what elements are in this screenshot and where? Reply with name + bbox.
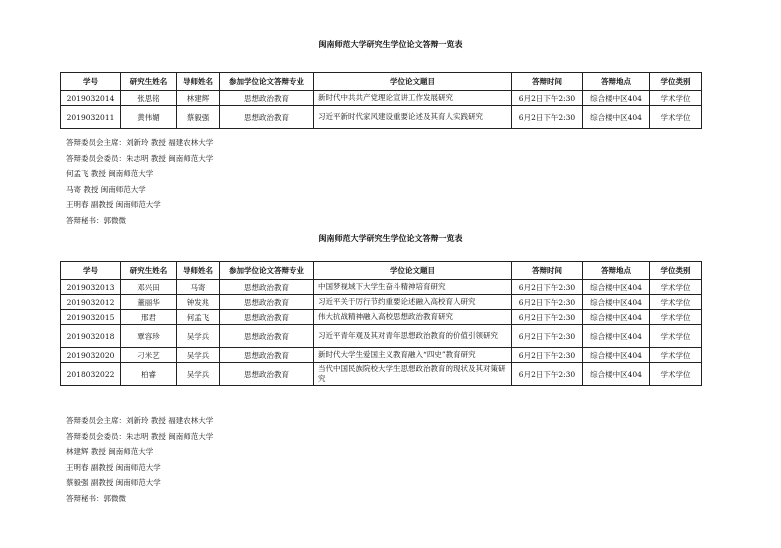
header-major: 参加学位论文答辩专业 bbox=[220, 73, 314, 91]
committee-member: 答辩委员会委员：朱志明 教授 闽南师范大学 bbox=[66, 431, 214, 441]
cell-student-id: 2019032018 bbox=[61, 325, 121, 348]
committee-member: 王明春 副教授 闽南师范大学 bbox=[66, 462, 161, 472]
cell-student-name: 董丽华 bbox=[121, 295, 177, 310]
defense-table bbox=[60, 261, 702, 386]
cell-advisor: 吴学兵 bbox=[177, 363, 220, 386]
cell-defense-location: 综合楼中区404 bbox=[583, 325, 650, 348]
cell-degree-type: 学术学位 bbox=[650, 91, 702, 106]
cell-advisor: 吴学兵 bbox=[177, 325, 220, 348]
cell-student-id: 2019032012 bbox=[61, 295, 121, 310]
cell-defense-time: 6月2日下午2:30 bbox=[512, 325, 583, 348]
cell-defense-time: 6月2日下午2:30 bbox=[512, 310, 583, 325]
committee-member: 答辩委员会委员：朱志明 教授 闽南师范大学 bbox=[66, 153, 214, 163]
table-row bbox=[61, 348, 702, 363]
header-defense-time: 答辩时间 bbox=[512, 73, 583, 91]
header-defense-time: 答辩时间 bbox=[512, 262, 583, 280]
header-major: 参加学位论文答辩专业 bbox=[220, 262, 314, 280]
header-defense-location: 答辩地点 bbox=[583, 73, 650, 91]
committee-chair: 答辩委员会主席：刘新玲 教授 福建农林大学 bbox=[66, 138, 214, 147]
cell-defense-location: 综合楼中区404 bbox=[583, 280, 650, 295]
cell-student-name: 柏睿 bbox=[121, 363, 177, 386]
cell-major: 思想政治教育 bbox=[220, 325, 314, 348]
cell-thesis-title: 当代中国民族院校大学生思想政治教育的现状及其对策研究 bbox=[314, 363, 512, 386]
cell-major: 思想政治教育 bbox=[220, 363, 314, 386]
table-row bbox=[61, 106, 702, 129]
table-header-row bbox=[61, 73, 702, 91]
table-row bbox=[61, 363, 702, 386]
header-advisor: 导师姓名 bbox=[177, 73, 220, 91]
header-student-id: 学号 bbox=[61, 262, 121, 280]
cell-degree-type: 学术学位 bbox=[650, 310, 702, 325]
committee-member: 蔡毅强 副教授 闽南师范大学 bbox=[66, 478, 161, 487]
committee-list bbox=[66, 413, 213, 506]
committee-secretary: 答辩秘书：郭微微 bbox=[66, 215, 126, 225]
section-title: 闽南师范大学研究生学位论文答辩一览表 bbox=[318, 39, 463, 49]
committee-member: 林建辉 教授 闽南师范大学 bbox=[66, 447, 154, 456]
cell-defense-time: 6月2日下午2:30 bbox=[512, 91, 583, 106]
header-student-name: 研究生姓名 bbox=[121, 262, 177, 280]
committee-member: 何孟飞 教授 闽南师范大学 bbox=[66, 169, 154, 178]
cell-defense-location: 综合楼中区404 bbox=[583, 295, 650, 310]
header-degree-type: 学位类别 bbox=[650, 262, 702, 280]
cell-major: 思想政治教育 bbox=[220, 310, 314, 325]
cell-thesis-title: 习近平新时代家风建设重要论述及其育人实践研究 bbox=[314, 106, 512, 129]
cell-thesis-title: 新时代大学生爱国主义教育融入“四史”教育研究 bbox=[314, 348, 512, 363]
cell-advisor: 林建辉 bbox=[177, 91, 220, 106]
header-defense-location: 答辩地点 bbox=[583, 262, 650, 280]
header-degree-type: 学位类别 bbox=[650, 73, 702, 91]
committee-member: 王明春 副教授 闽南师范大学 bbox=[66, 200, 161, 209]
cell-student-id: 2019032014 bbox=[61, 91, 121, 106]
cell-thesis-title: 新时代中共共产党理论宣讲工作发展研究 bbox=[314, 91, 512, 106]
cell-major: 思想政治教育 bbox=[220, 295, 314, 310]
cell-student-name: 覃容珍 bbox=[121, 325, 177, 348]
table-header-row bbox=[61, 262, 702, 280]
cell-student-id: 2019032013 bbox=[61, 280, 121, 295]
cell-thesis-title: 习近平关于厉行节约重要论述融入高校育人研究 bbox=[314, 295, 512, 310]
defense-table bbox=[60, 72, 702, 129]
cell-defense-location: 综合楼中区404 bbox=[583, 91, 650, 106]
cell-advisor: 蔡毅强 bbox=[177, 106, 220, 129]
cell-defense-time: 6月2日下午2:30 bbox=[512, 106, 583, 129]
cell-student-name: 刁米艺 bbox=[121, 348, 177, 363]
cell-defense-location: 综合楼中区404 bbox=[583, 106, 650, 129]
cell-student-name: 张思铭 bbox=[121, 91, 177, 106]
committee-secretary: 答辩秘书：郭微微 bbox=[66, 493, 126, 503]
committee-chair: 答辩委员会主席：刘新玲 教授 福建农林大学 bbox=[66, 416, 214, 425]
cell-major: 思想政治教育 bbox=[220, 280, 314, 295]
header-student-id: 学号 bbox=[61, 73, 121, 91]
cell-thesis-title: 中国梦视域下大学生奋斗精神培育研究 bbox=[314, 280, 512, 295]
cell-thesis-title: 习近平青年观及其对青年思想政治教育的价值引领研究 bbox=[314, 325, 512, 348]
header-thesis-title: 学位论文题目 bbox=[314, 73, 512, 91]
cell-defense-location: 综合楼中区404 bbox=[583, 363, 650, 386]
cell-degree-type: 学术学位 bbox=[650, 363, 702, 386]
cell-degree-type: 学术学位 bbox=[650, 280, 702, 295]
cell-defense-time: 6月2日下午2:30 bbox=[512, 295, 583, 310]
cell-student-name: 邢君 bbox=[121, 310, 177, 325]
cell-degree-type: 学术学位 bbox=[650, 348, 702, 363]
cell-defense-time: 6月2日下午2:30 bbox=[512, 363, 583, 386]
committee-list bbox=[66, 135, 213, 228]
cell-advisor: 何孟飞 bbox=[177, 310, 220, 325]
cell-degree-type: 学术学位 bbox=[650, 325, 702, 348]
section-title: 闽南师范大学研究生学位论文答辩一览表 bbox=[318, 233, 463, 243]
cell-major: 思想政治教育 bbox=[220, 106, 314, 129]
table-row bbox=[61, 295, 702, 310]
cell-student-name: 黄伟媚 bbox=[121, 106, 177, 129]
cell-major: 思想政治教育 bbox=[220, 91, 314, 106]
header-advisor: 导师姓名 bbox=[177, 262, 220, 280]
cell-degree-type: 学术学位 bbox=[650, 106, 702, 129]
cell-defense-time: 6月2日下午2:30 bbox=[512, 280, 583, 295]
cell-major: 思想政治教育 bbox=[220, 348, 314, 363]
header-thesis-title: 学位论文题目 bbox=[314, 262, 512, 280]
committee-member: 马寄 教授 闽南师范大学 bbox=[66, 184, 146, 194]
table-row bbox=[61, 310, 702, 325]
cell-student-name: 邓兴田 bbox=[121, 280, 177, 295]
cell-student-id: 2019032020 bbox=[61, 348, 121, 363]
table-row bbox=[61, 91, 702, 106]
cell-defense-location: 综合楼中区404 bbox=[583, 310, 650, 325]
cell-defense-time: 6月2日下午2:30 bbox=[512, 348, 583, 363]
cell-defense-location: 综合楼中区404 bbox=[583, 348, 650, 363]
cell-thesis-title: 伟大抗战精神融入高校思想政治教育研究 bbox=[314, 310, 512, 325]
cell-advisor: 吴学兵 bbox=[177, 348, 220, 363]
table-row bbox=[61, 325, 702, 348]
header-student-name: 研究生姓名 bbox=[121, 73, 177, 91]
cell-student-id: 2019032011 bbox=[61, 106, 121, 129]
table-row bbox=[61, 280, 702, 295]
cell-advisor: 钟发兆 bbox=[177, 295, 220, 310]
cell-degree-type: 学术学位 bbox=[650, 295, 702, 310]
cell-student-id: 2019032015 bbox=[61, 310, 121, 325]
cell-student-id: 2018032022 bbox=[61, 363, 121, 386]
cell-advisor: 马寄 bbox=[177, 280, 220, 295]
